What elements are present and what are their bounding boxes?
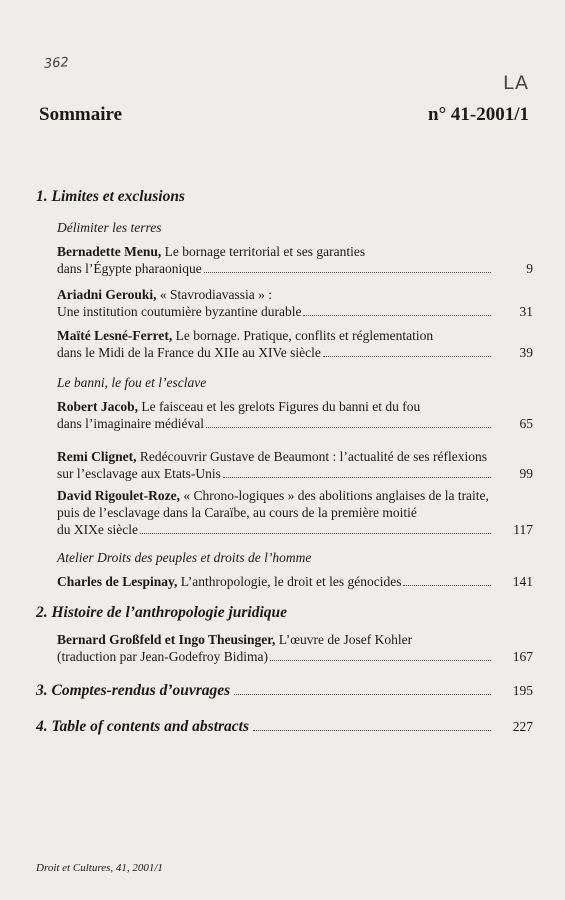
entry-title-cont: dans l’Égypte pharaonique (57, 261, 202, 276)
toc-entry (57, 448, 533, 482)
toc-entry (57, 573, 533, 590)
entry-author: Ariadni Gerouki, (57, 287, 157, 302)
toc-entry (57, 286, 533, 320)
entry-author: Bernard Großfeld et Ingo Theusinger, (57, 632, 276, 647)
entry-title-cont: sur l’esclavage aux Etats-Unis (57, 466, 221, 481)
entry-title-cont: dans le Midi de la France du XIIe au XIVe siècle (57, 345, 321, 360)
entry-title: Le bornage territorial et ses garanties (164, 244, 366, 259)
page-number: 65 (519, 416, 533, 431)
section-1-heading: 1. Limites et exclusions (36, 188, 185, 205)
entry-title: « Stavrodiavassia » : (159, 287, 273, 302)
page-number: 227 (512, 719, 533, 734)
entry-title-cont: dans l’imaginaire médiéval (57, 416, 204, 431)
page-number: 167 (512, 649, 533, 664)
toc-entry (57, 243, 533, 277)
entry-author: Maïté Lesné-Ferret, (57, 328, 173, 343)
leader-dots (303, 315, 491, 316)
subsection-heading: Atelier Droits des peuples et droits de l’homme (57, 550, 312, 565)
page-number: 195 (512, 683, 533, 698)
entry-author: Remi Clignet, (57, 449, 137, 464)
leader-dots (204, 272, 491, 273)
leader-dots (223, 477, 491, 478)
entry-title: Redécouvrir Gustave de Beaumont : l’actualité de ses réflexions (139, 449, 487, 464)
leader-dots (323, 356, 491, 357)
page-number: 99 (519, 466, 533, 481)
entry-title-cont: du XIXe siècle (57, 522, 138, 537)
entry-author: Robert Jacob, (57, 399, 138, 414)
entry-title: « Chrono-logiques » des abolitions anglaises de la traite, (183, 488, 489, 503)
entry-title-cont: puis de l’esclavage dans la Caraïbe, au cours de la première moitié (57, 505, 417, 520)
leader-dots (403, 585, 491, 586)
page-number: 39 (519, 345, 533, 360)
leader-dots (206, 427, 491, 428)
section-3-heading: 3. Comptes-rendus d’ouvrages (36, 682, 231, 699)
page-number: 9 (526, 261, 533, 276)
page-title: Sommaire (39, 104, 123, 125)
page-number: 141 (512, 574, 533, 589)
entry-title: Le faisceau et les grelots Figures du banni et du fou (141, 399, 421, 414)
page-number: 117 (513, 522, 533, 537)
leader-dots (140, 533, 491, 534)
entry-author: Bernadette Menu, (57, 244, 162, 259)
leader-dots (253, 730, 491, 731)
toc-entry (57, 631, 533, 665)
leader-dots (234, 694, 491, 695)
page-number: 31 (519, 304, 533, 319)
entry-title: L’œuvre de Josef Kohler (278, 632, 413, 647)
entry-title: L’anthropologie, le droit et les génocides (180, 574, 402, 589)
entry-author: David Rigoulet-Roze, (57, 488, 180, 503)
issue-number: n° 41-2001/1 (428, 104, 530, 125)
entry-title: Le bornage. Pratique, conflits et réglementation (175, 328, 434, 343)
subsection-heading: Délimiter les terres (57, 220, 162, 235)
subsection-heading: Le banni, le fou et l’esclave (57, 375, 207, 390)
section-4-heading: 4. Table of contents and abstracts (36, 718, 249, 735)
entry-title-cont: Une institution coutumière byzantine durable (57, 304, 302, 319)
toc-section-3 (36, 682, 533, 700)
toc-entry (57, 327, 533, 361)
handwritten-initials: LA (503, 72, 530, 94)
toc-section-4 (36, 718, 533, 736)
section-2-heading: 2. Histoire de l’anthropologie juridique (36, 604, 288, 621)
toc-entry (57, 487, 533, 538)
entry-author: Charles de Lespinay, (57, 574, 178, 589)
footer-citation: Droit et Cultures, 41, 2001/1 (36, 862, 163, 874)
handwritten-number: 362 (43, 55, 70, 72)
leader-dots (270, 660, 491, 661)
entry-title-cont: (traduction par Jean-Godefroy Bidima) (57, 649, 269, 664)
toc-entry (57, 398, 533, 432)
